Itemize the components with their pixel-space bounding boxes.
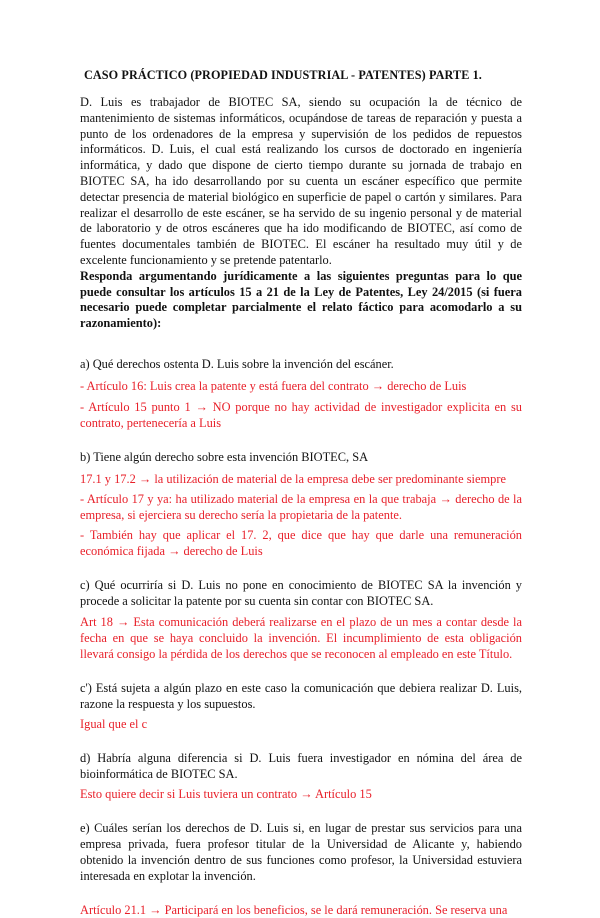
question-a-block <box>80 356 522 431</box>
case-intro: D. Luis es trabajador de BIOTEC SA, siendo su ocupación la de técnico de mantenimiento de sistemas informáticos, ocupándose de tareas de reparación y puesta a punto de los ordenadores de la empresa y supervisión de los pedidos de repuestos informáticos. D. Luis, el cual está realizando los cursos de doctorado en ingeniería informática, y dado que dispone de cierto tiempo durante su jornada de trabajo en BIOTEC SA, ha ido desarrollando por su cuenta un escáner específico que permite detectar presencia de material biológico en superficie de papel o cartón y similares. Para realizar el desarrollo de este escáner, se ha servido de su ingenio personal y de material de laboratorio y de otros escáneres que ha ido modificando de BIOTEC, así como de fuentes documentales también de BIOTEC. El escáner ha resultado muy útil y de excelente funcionamiento y se pretende patentarlo. <box>80 95 522 267</box>
answer-b-3: - También hay que aplicar el 17. 2, que dice que hay que darle una remuneración económica fijada → derecho de Luis <box>80 527 522 558</box>
question-c2-block <box>80 680 522 732</box>
question-b-block <box>80 449 522 559</box>
question-e-block <box>80 820 522 918</box>
question-d: d) Habría alguna diferencia si D. Luis fuera investigador en nómina del área de bioinformática de BIOTEC SA. <box>80 750 522 781</box>
question-b: b) Tiene algún derecho sobre esta invención BIOTEC, SA <box>80 449 369 464</box>
question-c-block <box>80 577 522 662</box>
question-a: a) Qué derechos ostenta D. Luis sobre la invención del escáner. <box>80 356 394 371</box>
question-c2: c') Está sujeta a algún plazo en este caso la comunicación que debiera realizar D. Luis, razone la respuesta y los supuestos. <box>80 680 522 711</box>
answer-a-1: - Artículo 16: Luis crea la patente y está fuera del contrato → derecho de Luis <box>80 378 467 393</box>
answer-c2-1: Igual que el c <box>80 716 148 731</box>
answer-a-2: - Artículo 15 punto 1 → NO porque no hay actividad de investigador explicita en su contrato, pertenecería a Luis <box>80 399 522 430</box>
question-c: c) Qué ocurriría si D. Luis no pone en conocimiento de BIOTEC SA la invención y procede a solicitar la patente por su cuenta sin contar con BIOTEC SA. <box>80 577 522 608</box>
answer-b-1: 17.1 y 17.2 → la utilización de material de la empresa debe ser predominante siempre <box>80 471 506 486</box>
answer-e-1: Artículo 21.1 → Participará en los beneficios, se le dará remuneración. Se reserva una <box>80 902 508 917</box>
answer-b-2: - Artículo 17 y ya: ha utilizado material de la empresa en la que trabaja → derecho de la empresa, si ejerciera su derecho sería la propietaria de la patente. <box>80 491 522 522</box>
question-e: e) Cuáles serían los derechos de D. Luis si, en lugar de prestar sus servicios para una empresa privada, fuera profesor titular de la Universidad de Alicante y, habiendo obtenido la invención dentro de sus funciones como profesor, la Universidad estuviera interesada en explotar la invención. <box>80 820 522 883</box>
answer-d-1: Esto quiere decir si Luis tuviera un contrato → Artículo 15 <box>80 786 372 801</box>
instruction-text: Responda argumentando jurídicamente a las siguientes preguntas para lo que puede consultar los artículos 15 a 21 de la Ley de Patentes, Ley 24/2015 (si fuera necesario puede completar parcialmente el relato fáctico para acomodarlo a su razonamiento): <box>80 268 522 331</box>
question-d-block <box>80 750 522 802</box>
answer-c-1: Art 18 → Esta comunicación deberá realizarse en el plazo de un mes a contar desde la fecha en que se haya concluido la invención. El incumplimiento de esta obligación llevará consigo la pérdida de los derechos que se reconocen al empleado en este Título. <box>80 614 522 661</box>
document-page <box>80 68 522 918</box>
document-title: CASO PRÁCTICO (PROPIEDAD INDUSTRIAL - PATENTES) PARTE 1. <box>84 68 482 82</box>
